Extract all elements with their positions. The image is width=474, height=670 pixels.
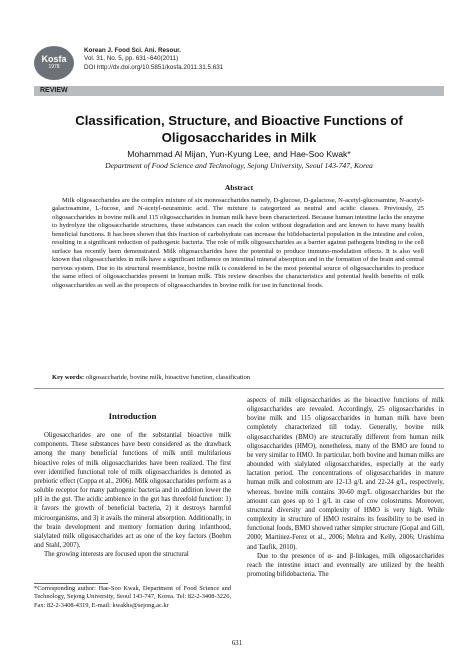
introduction-heading: Introduction	[108, 411, 157, 421]
keywords	[52, 374, 424, 382]
journal-name: Korean J. Food Sci. Ani. Resour.	[84, 47, 182, 54]
body-paragraph: aspects of milk oligosaccharides as the bioactive functions of milk oligosaccharides are revealed. Accordingly, 25 oligosaccharides in bovine milk and 115 oligosaccharides in human milk have been completely characterized till today. Generally, bovine milk oligosaccharides (BMO) are structurally different from human milk oligosaccharides (HMO), nonetheless, many of the BMO are found to be very similar to HMO. In particular, both bovine and human milks are abounded with sialylated oligosaccharides, especially at the early lactation period. The concentrations of oligosaccharides in mature human milk and colostrum are 12-13 g/L and 22-24 g/L, respectively, whereas, bovine milk contains 30-60 mg/L oligosaccharides but the amount can goes up to 1 g/L in case of cow colostrums. Moreover, structural diversity and complexity of HMO is very high. While complexity in structure of HMO restrains its feasibility to be used in functional foods, BMO showed rather simpler structure (Gopal and Gill, 2000; Martinez-Ferez et al., 2006; Mehra and Kelly, 2006; Urashima and Taufik, 2010).	[247, 397, 444, 551]
abstract-text: Milk oligosaccharides are the complex mixture of six monosaccharides namely, D-glucose, D-galactose, N-acetyl-glucosamine, N-acetyl-galactosamine, L-fucose, and N-acetyl-neuraminic acid. The mixture is categorized as neutral and acidic classes. Previously, 25 oligosaccharides in bovine milk and 115 oligosaccharides in human milk have been characterized. Because human intestine lacks the enzyme to hydrolyze the oligosaccharide structures, these substances can reach the colon without degradation and are known to have many health beneficial functions. It has been shown that this fraction of carbohydrate can increase the bifidobacterial population in the intestine and colon, resulting in a significant reduction of pathogenic bacteria. The role of milk oligosaccharides as a barrier against pathogens binding to the cell surface has recently been demonstrated. Milk oligosaccharides have the potential to produce immuno-modulation effects. It is also well known that oligosaccharides in milk have a significant influence on intestinal mineral absorption and in the formation of the brain and central nervous system. Due to its structural resemblance, bovine milk is considered to be the most potential source of oligosaccharides to produce the same effect of oligosaccharides present in human milk. This review describes the characteristics and potential health benefits of milk oligosaccharides as well as the prospects of oligosaccharides in bovine milk for use in functional foods.	[52, 197, 424, 289]
footnote-divider	[34, 583, 108, 584]
body-paragraph: Oligosaccharides are one of the substantial bioactive milk components. These substances have been considered as the drawback among the many beneficial functions of milk until multifarious bioactive roles of milk oligosaccharides have been realized. The first ever identified functional role of milk oligosaccharides is denoted as prebiotic effect (Coppa et al., 2006). Milk oligosaccharides perform as a soluble receptor for many pathogenic bacteria and in addition lower the pH in the gut. The acidic ambience in the gut has threefold function: 1) it favors the growth of beneficial bacteria, 2) it destroys harmful microorganisms, and 3) it avails the mineral absorption. Additionally, in the brain development and memory formation during infanthood, sialylated milk oligosaccharides act as one of the key factors (Boehm and Stahl, 2007).	[34, 432, 231, 550]
keywords-text: oligosaccharide, bovine milk, bioactive function, classification	[85, 374, 251, 381]
abstract-heading: Abstract	[224, 183, 254, 192]
affiliation: Department of Food Science and Technology, Sejong University, Seoul 143-747, Korea	[105, 161, 373, 170]
journal-logo: Kosfa 1978	[34, 46, 74, 80]
body-paragraph: Due to the presence of α- and β-linkages, milk oligosaccharides reach the intestine intact and eventually are utilized by the health promoting bifidobacteria. The	[247, 552, 444, 578]
journal-info	[84, 47, 334, 72]
page-number: 631	[231, 640, 243, 647]
abstract-divider	[34, 388, 444, 389]
author-list: Mohammad Al Mijan, Yun-Kyung Lee, and Hae-Soo Kwak*	[127, 149, 351, 159]
right-column	[247, 396, 444, 579]
keywords-label: Key words:	[52, 374, 85, 381]
journal-doi[interactable]: DOI http://dx.doi.org/10.5851/kosfa.2011.31.5.631	[84, 63, 224, 71]
left-column	[34, 398, 231, 559]
corresponding-author-footnote: *Corresponding author: Hae-Soo Kwak, Department of Food Science and Technology, Sejong University, Seoul 143-747, Korea. Tel: 82-2-3408-3226, Fax: 82-2-3408-4319, E-mail: kwakhs@sejong.ac.kr	[34, 585, 231, 609]
section-label-bar: REVIEW	[34, 86, 444, 96]
journal-volume: Vol. 31, No. 5, pp. 631~640(2011)	[84, 55, 179, 63]
body-paragraph: The growing interests are focused upon the structural	[44, 551, 189, 559]
paper-title: Classification, Structure, and Bioactive Functions of Oligosaccharides in Milk	[75, 113, 403, 145]
